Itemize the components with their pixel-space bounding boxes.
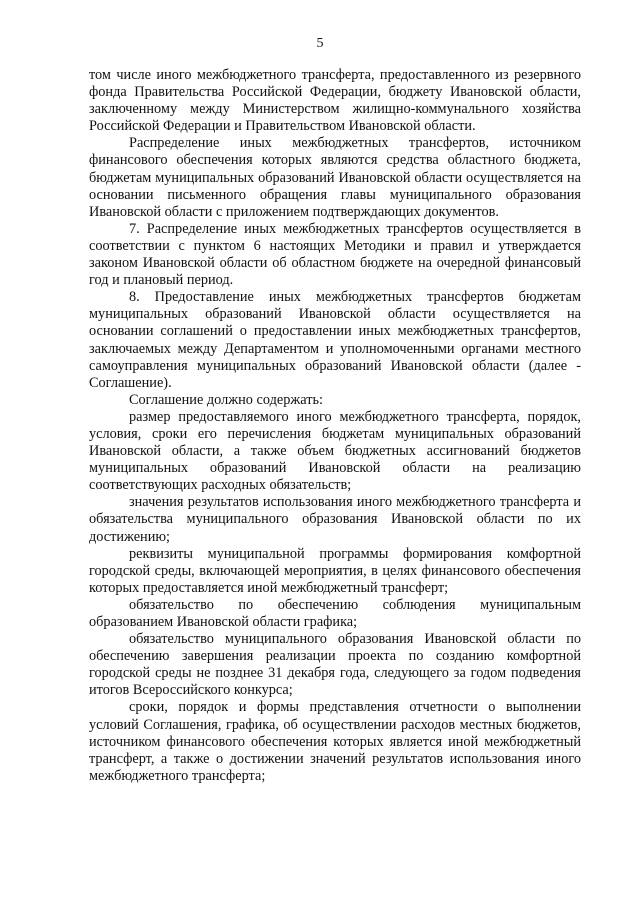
document-body <box>89 67 581 785</box>
page-number: 5 <box>316 36 324 51</box>
list-item-completion-obligation: обязательство муниципального образования Ивановской области по обеспечению завершения реализации проекта по созданию комфортной городской среды не позднее 31 декабря года, следующего за годом подведения итогов Всероссийского конкурса; <box>89 631 581 699</box>
paragraph-item-7: 7. Распределение иных межбюджетных трансфертов осуществляется в соответствии с пунктом 6 настоящих Методики и правил и утверждается законом Ивановской области об областном бюджете на очередной финансовый год и плановый период. <box>89 220 581 289</box>
paragraph-distribution-source: Распределение иных межбюджетных трансфертов, источником финансового обеспечения которых являются средства областного бюджета, бюджетам муниципальных образований Ивановской области осуществляется на основании письменного обращения главы муниципального образования Ивановской области с приложением подтверждающих документов. <box>89 135 581 220</box>
list-item-reporting: сроки, порядок и формы представления отчетности о выполнении условий Соглашения, графика, об осуществлении расходов местных бюджетов, источником финансового обеспечения которых является иной межбюджетный трансферт, а также о достижении значений результатов использования иного межбюджетного трансферта; <box>89 699 581 784</box>
list-item-program-details: реквизиты муниципальной программы формирования комфортной городской среды, включающей мероприятия, в целях финансового обеспечения которых предоставляется иной межбюджетный трансферт; <box>89 545 581 596</box>
paragraph-continuation: том числе иного межбюджетного трансферта, предоставленного из резервного фонда Правительства Российской Федерации, бюджету Ивановской области, заключенному между Министерством жилищно-коммунального хозяйства Российской Федерации и Правительством Ивановской области. <box>89 67 581 135</box>
paragraph-agreement-intro: Соглашение должно содержать: <box>129 391 323 408</box>
paragraph-item-8: 8. Предоставление иных межбюджетных трансфертов бюджетам муниципальных образований Ивановской области осуществляется на основании соглашений о предоставлении иных межбюджетных трансфертов, заключаемых между Департаментом и уполномоченными органами местного самоуправления муниципальных образований Ивановской области (далее - Соглашение). <box>89 289 581 391</box>
list-item-results: значения результатов использования иного межбюджетного трансферта и обязательства муниципального образования Ивановской области по их достижению; <box>89 494 581 545</box>
list-item-schedule-obligation: обязательство по обеспечению соблюдения муниципальным образованием Ивановской области графика; <box>89 596 581 630</box>
list-item-amount: размер предоставляемого иного межбюджетного трансферта, порядок, условия, сроки его перечисления бюджетам муниципальных образований Ивановской области, а также объем бюджетных ассигнований бюджетов муниципальных образований Ивановской области на реализацию соответствующих расходных обязательств; <box>89 408 581 494</box>
